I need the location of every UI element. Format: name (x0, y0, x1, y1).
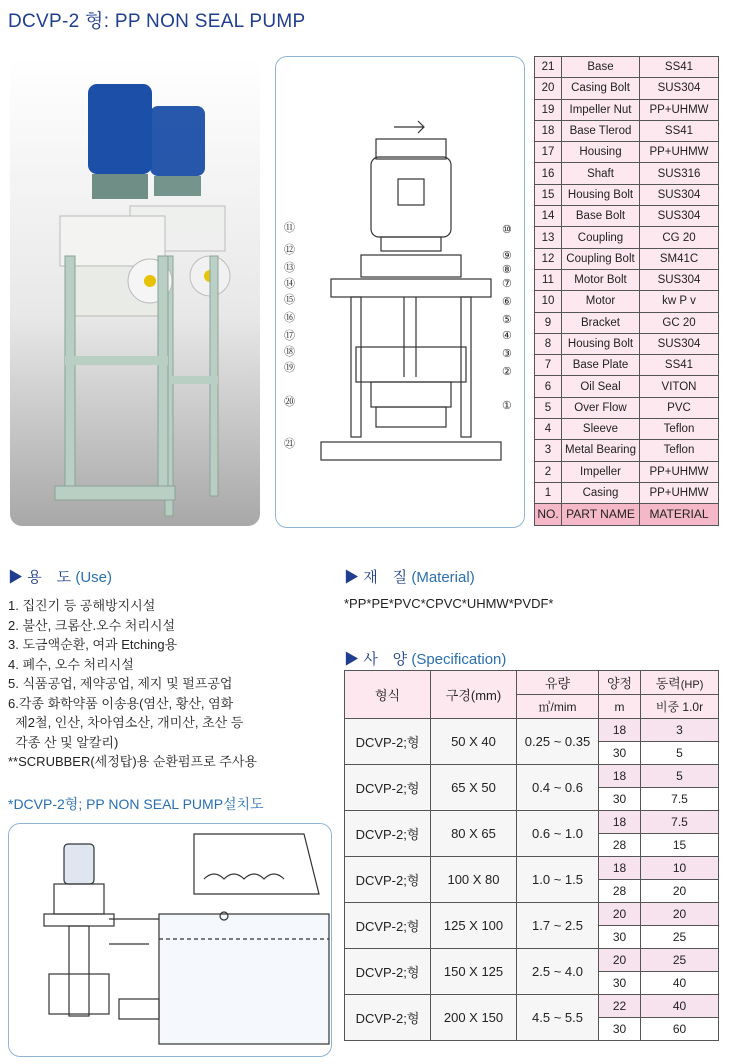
parts-cell-name: Impeller (562, 461, 640, 482)
spec-heading (344, 648, 506, 669)
spec-row (345, 765, 719, 788)
spec-cell-power: 40 (641, 995, 719, 1018)
spec-cell-bore: 150 X 125 (431, 949, 517, 995)
parts-cell-name: Housing Bolt (562, 333, 640, 354)
spec-header-model: 형식 (345, 671, 431, 719)
spec-row (345, 949, 719, 972)
spec-row (345, 995, 719, 1018)
callout-4: ④ (502, 330, 512, 342)
parts-cell-name: Motor Bolt (562, 269, 640, 290)
spec-header-power-sub: 비중 1.0r (641, 695, 719, 719)
parts-cell-material: SUS304 (640, 184, 719, 205)
callout-9: ⑨ (502, 250, 512, 262)
spec-cell-power: 15 (641, 834, 719, 857)
parts-cell-no: 15 (535, 184, 562, 205)
parts-cell-no: 3 (535, 440, 562, 461)
parts-cell-material: SM41C (640, 248, 719, 269)
spec-cell-head: 18 (599, 765, 641, 788)
use-item: 6.각종 화학약품 이송용(염산, 황산, 염화 (8, 695, 234, 711)
use-item: 2. 불산, 크롬산.오수 처리시설 (8, 617, 176, 633)
callout-17: ⑰ (284, 330, 295, 342)
pump-photo-illustration (10, 56, 260, 526)
parts-header-material: MATERIAL (640, 504, 719, 525)
parts-cell-name: Base Bolt (562, 206, 640, 227)
spec-row (345, 857, 719, 880)
spec-cell-power: 5 (641, 742, 719, 765)
parts-cell-material: SUS304 (640, 269, 719, 290)
use-title-en: (Use) (75, 569, 113, 586)
callout-13: ⑬ (284, 262, 295, 274)
parts-cell-material: VITON (640, 376, 719, 397)
parts-cell-no: 6 (535, 376, 562, 397)
parts-cell-name: Casing Bolt (562, 78, 640, 99)
spec-cell-bore: 50 X 40 (431, 719, 517, 765)
drawing-svg (276, 57, 524, 527)
parts-cell-material: Teflon (640, 440, 719, 461)
parts-cell-name: Housing (562, 142, 640, 163)
spec-cell-head: 18 (599, 857, 641, 880)
callout-7: ⑦ (502, 278, 512, 290)
use-list (8, 596, 257, 772)
installation-svg (9, 824, 331, 1056)
power-label: 동력 (655, 676, 681, 691)
spec-cell-head: 20 (599, 903, 641, 926)
spec-cell-model: DCVP-2;형 (345, 719, 431, 765)
parts-cell-name: Base Tlerod (562, 120, 640, 141)
parts-row (535, 184, 719, 205)
spec-cell-power: 5 (641, 765, 719, 788)
triangle-icon: ▶ (8, 569, 24, 586)
callout-2: ② (502, 366, 512, 378)
rotation-arrow (394, 121, 424, 133)
spec-cell-flow: 0.4 ~ 0.6 (517, 765, 599, 811)
spec-cell-bore: 125 X 100 (431, 903, 517, 949)
spec-cell-flow: 2.5 ~ 4.0 (517, 949, 599, 995)
spec-cell-model: DCVP-2;형 (345, 995, 431, 1041)
spec-row (345, 719, 719, 742)
parts-cell-name: Over Flow (562, 397, 640, 418)
spec-cell-flow: 0.25 ~ 0.35 (517, 719, 599, 765)
callout-14: ⑭ (284, 278, 295, 290)
spec-cell-head: 28 (599, 834, 641, 857)
use-item: 1. 집진기 등 공해방지시설 (8, 598, 156, 613)
parts-row (535, 248, 719, 269)
installation-diagram (8, 823, 332, 1057)
parts-row (535, 461, 719, 482)
spec-cell-model: DCVP-2;형 (345, 949, 431, 995)
product-photo (10, 56, 260, 526)
use-item: 3. 도금액순환, 여과 Etching용 (8, 637, 178, 652)
parts-cell-material: SUS304 (640, 206, 719, 227)
parts-cell-no: 8 (535, 333, 562, 354)
spec-cell-power: 25 (641, 926, 719, 949)
parts-cell-name: Coupling Bolt (562, 248, 640, 269)
parts-cell-no: 14 (535, 206, 562, 227)
callout-5: ⑤ (502, 314, 512, 326)
spec-cell-head: 30 (599, 1018, 641, 1041)
parts-cell-material: Teflon (640, 419, 719, 440)
triangle-icon: ▶ (344, 651, 360, 668)
use-heading (8, 566, 112, 587)
use-title: 용 도 (27, 569, 72, 586)
parts-cell-material: SS41 (640, 57, 719, 78)
parts-cell-no: 18 (535, 120, 562, 141)
parts-cell-name: Casing (562, 482, 640, 503)
parts-row (535, 376, 719, 397)
parts-cell-no: 10 (535, 291, 562, 312)
spec-cell-head: 30 (599, 788, 641, 811)
parts-row (535, 355, 719, 376)
spec-cell-power: 7.5 (641, 811, 719, 834)
parts-cell-material: SUS304 (640, 78, 719, 99)
parts-cell-no: 4 (535, 419, 562, 440)
parts-cell-material: SS41 (640, 120, 719, 141)
parts-cell-material: PP+UHMW (640, 142, 719, 163)
parts-row (535, 397, 719, 418)
spec-cell-power: 10 (641, 857, 719, 880)
parts-cell-name: Oil Seal (562, 376, 640, 397)
spec-cell-head: 22 (599, 995, 641, 1018)
parts-cell-name: Coupling (562, 227, 640, 248)
callout-16: ⑯ (284, 312, 295, 324)
use-item: **SCRUBBER(세정탑)용 순환펌프로 주사용 (8, 754, 257, 769)
spec-cell-flow: 1.7 ~ 2.5 (517, 903, 599, 949)
callout-21: ㉑ (284, 438, 295, 450)
parts-row (535, 312, 719, 333)
spec-row (345, 811, 719, 834)
parts-row (535, 120, 719, 141)
parts-cell-no: 19 (535, 99, 562, 120)
parts-cell-no: 16 (535, 163, 562, 184)
spec-header-bore: 구경(mm) (431, 671, 517, 719)
parts-cell-no: 12 (535, 248, 562, 269)
spec-cell-model: DCVP-2;형 (345, 811, 431, 857)
spec-cell-head: 20 (599, 949, 641, 972)
parts-cell-no: 11 (535, 269, 562, 290)
spec-cell-bore: 200 X 150 (431, 995, 517, 1041)
callout-10: ⑩ (502, 224, 512, 236)
parts-cell-name: Sleeve (562, 419, 640, 440)
spec-cell-head: 30 (599, 742, 641, 765)
callout-20: ⑳ (284, 396, 295, 408)
spec-header-flow: 유량 (517, 671, 599, 695)
parts-row (535, 78, 719, 99)
spec-title: 사 양 (363, 651, 408, 668)
parts-cell-name: Base (562, 57, 640, 78)
spec-cell-model: DCVP-2;형 (345, 857, 431, 903)
spec-cell-bore: 65 X 50 (431, 765, 517, 811)
parts-row (535, 291, 719, 312)
parts-row (535, 227, 719, 248)
parts-cell-no: 5 (535, 397, 562, 418)
parts-cell-material: CG 20 (640, 227, 719, 248)
callout-1: ① (502, 400, 512, 412)
parts-row (535, 269, 719, 290)
spec-cell-head: 28 (599, 880, 641, 903)
spec-cell-model: DCVP-2;형 (345, 903, 431, 949)
spec-cell-power: 40 (641, 972, 719, 995)
parts-cell-name: Base Plate (562, 355, 640, 376)
spec-cell-power: 25 (641, 949, 719, 972)
spec-cell-head: 30 (599, 926, 641, 949)
parts-cell-material: SS41 (640, 355, 719, 376)
use-item: 4. 폐수, 오수 처리시설 (8, 656, 134, 672)
spec-table (344, 670, 719, 1041)
parts-cell-material: kw P v (640, 291, 719, 312)
spec-cell-head: 18 (599, 811, 641, 834)
spec-header-head-unit: m (599, 695, 641, 719)
cross-section-drawing (275, 56, 525, 528)
parts-cell-no: 13 (535, 227, 562, 248)
spec-cell-head: 18 (599, 719, 641, 742)
material-title: 재 질 (363, 569, 408, 586)
parts-table (534, 56, 719, 526)
callout-8: ⑧ (502, 264, 512, 276)
spec-cell-power: 20 (641, 903, 719, 926)
callout-3: ③ (502, 348, 512, 360)
parts-cell-no: 21 (535, 57, 562, 78)
parts-cell-name: Bracket (562, 312, 640, 333)
parts-cell-name: Shaft (562, 163, 640, 184)
use-item: 각종 산 및 알칼리) (8, 734, 119, 750)
parts-row (535, 142, 719, 163)
parts-cell-material: GC 20 (640, 312, 719, 333)
parts-row (535, 57, 719, 78)
parts-header-row (535, 504, 719, 525)
parts-cell-material: PVC (640, 397, 719, 418)
parts-row (535, 99, 719, 120)
parts-cell-name: Housing Bolt (562, 184, 640, 205)
callout-15: ⑮ (284, 294, 295, 306)
parts-cell-material: PP+UHMW (640, 461, 719, 482)
triangle-icon: ▶ (344, 569, 360, 586)
parts-cell-material: SUS304 (640, 333, 719, 354)
callout-18: ⑱ (284, 346, 295, 358)
spec-header-flow-unit: ㎥/mim (517, 695, 599, 719)
parts-cell-material: PP+UHMW (640, 99, 719, 120)
spec-cell-power: 7.5 (641, 788, 719, 811)
parts-row (535, 482, 719, 503)
power-unit: (HP) (680, 679, 704, 691)
spec-cell-power: 20 (641, 880, 719, 903)
parts-row (535, 333, 719, 354)
parts-cell-material: PP+UHMW (640, 482, 719, 503)
callout-11: ⑪ (284, 222, 295, 234)
callout-19: ⑲ (284, 362, 295, 374)
parts-cell-name: Impeller Nut (562, 99, 640, 120)
callout-6: ⑥ (502, 296, 512, 308)
parts-cell-name: Motor (562, 291, 640, 312)
install-title: *DCVP-2형; PP NON SEAL PUMP설치도 (8, 796, 264, 812)
spec-cell-flow: 0.6 ~ 1.0 (517, 811, 599, 857)
spec-title-en: (Specification) (411, 651, 507, 668)
parts-cell-no: 2 (535, 461, 562, 482)
use-item: 5. 식품공업, 제약공업, 제지 및 펄프공업 (8, 676, 233, 691)
parts-row (535, 163, 719, 184)
spec-header-power (641, 671, 719, 695)
page-title: DCVP-2 형: PP NON SEAL PUMP (8, 11, 306, 32)
parts-row (535, 440, 719, 461)
parts-cell-no: 17 (535, 142, 562, 163)
parts-cell-name: Metal Bearing (562, 440, 640, 461)
parts-row (535, 419, 719, 440)
parts-cell-no: 7 (535, 355, 562, 376)
parts-header-no: NO. (535, 504, 562, 525)
spec-header-head: 양정 (599, 671, 641, 695)
parts-header-name: PART NAME (562, 504, 640, 525)
parts-cell-no: 9 (535, 312, 562, 333)
spec-cell-head: 30 (599, 972, 641, 995)
spec-cell-model: DCVP-2;형 (345, 765, 431, 811)
spec-cell-bore: 80 X 65 (431, 811, 517, 857)
spec-cell-bore: 100 X 80 (431, 857, 517, 903)
parts-cell-material: SUS316 (640, 163, 719, 184)
material-title-en: (Material) (411, 569, 475, 586)
spec-cell-flow: 1.0 ~ 1.5 (517, 857, 599, 903)
parts-row (535, 206, 719, 227)
parts-cell-no: 1 (535, 482, 562, 503)
parts-cell-no: 20 (535, 78, 562, 99)
use-item: 제2철, 인산, 차아염소산, 개미산, 초산 등 (8, 715, 244, 730)
spec-cell-power: 3 (641, 719, 719, 742)
spec-cell-power: 60 (641, 1018, 719, 1041)
spec-row (345, 903, 719, 926)
spec-cell-flow: 4.5 ~ 5.5 (517, 995, 599, 1041)
callout-12: ⑫ (284, 244, 295, 256)
material-heading (344, 566, 475, 587)
material-text: *PP*PE*PVC*CPVC*UHMW*PVDF* (344, 596, 554, 611)
